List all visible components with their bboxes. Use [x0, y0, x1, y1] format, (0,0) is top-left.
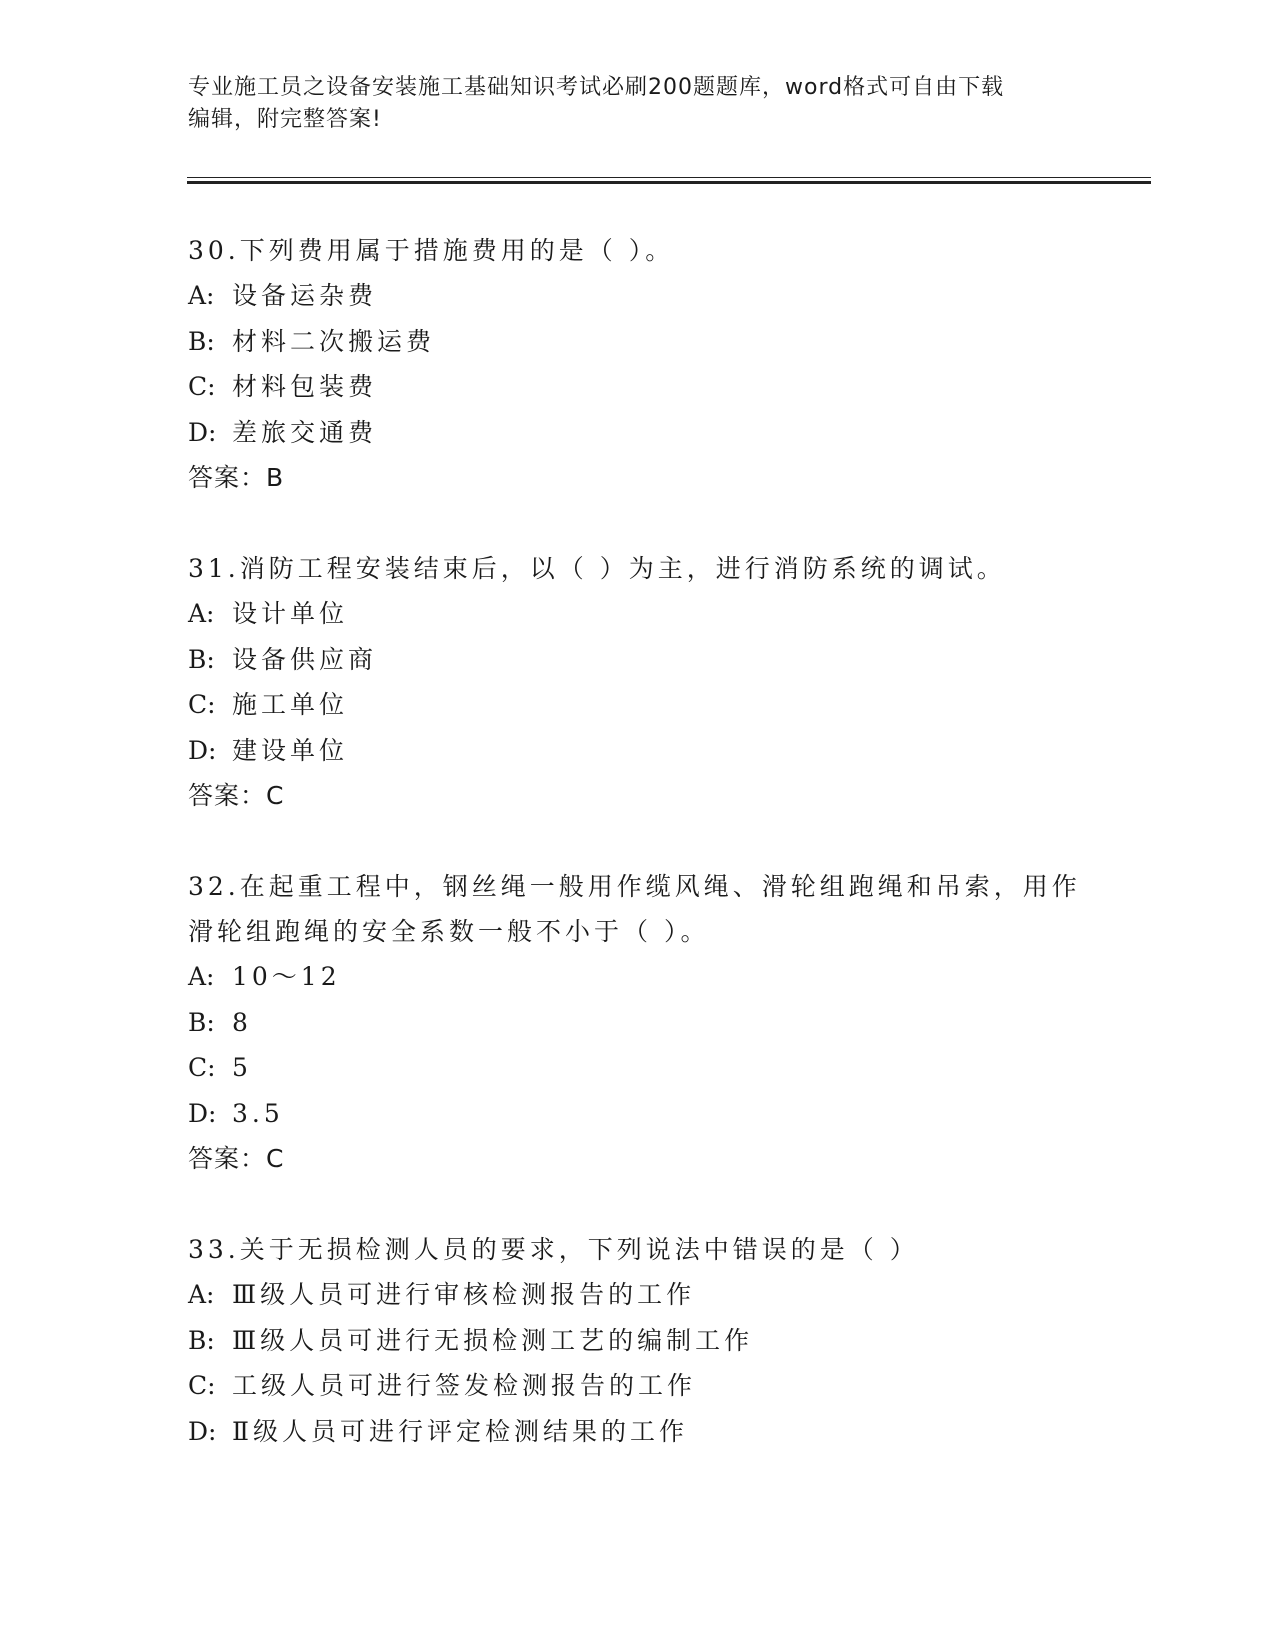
question-32: [188, 864, 1088, 1181]
option-d: [188, 728, 1088, 774]
option-a: [188, 954, 1088, 1000]
option-b: [188, 637, 1088, 683]
option-letter: C:: [188, 1053, 216, 1082]
question-33: [188, 1227, 1088, 1454]
option-b: [188, 1318, 1088, 1364]
option-text: 设备运杂费: [232, 281, 378, 310]
option-text: 差旅交通费: [232, 417, 378, 447]
option-letter: B:: [188, 1325, 215, 1355]
option-text: 3.5: [232, 1098, 284, 1128]
option-text: 材料包装费: [232, 372, 378, 401]
question-stem-continued: 滑轮组跑绳的安全系数一般不小于（ ）。: [188, 917, 710, 946]
option-letter: D:: [188, 735, 217, 765]
answer-line: 答案：B: [188, 463, 285, 492]
option-c: [188, 1045, 1088, 1091]
option-text: Ⅲ级人员可进行无损检测工艺的编制工作: [232, 1325, 754, 1355]
option-text: 工级人员可进行签发检测报告的工作: [232, 1371, 697, 1400]
option-b: [188, 1000, 1088, 1046]
question-31: [188, 546, 1088, 818]
question-stem: 30.下列费用属于措施费用的是（ ）。: [188, 236, 675, 265]
option-text: Ⅲ级人员可进行审核检测报告的工作: [232, 1280, 696, 1309]
answer-line: 答案：C: [188, 1144, 285, 1173]
question-stem: 31.消防工程安装结束后，以（ ）为主，进行消防系统的调试。: [188, 554, 1006, 583]
option-text: 10～12: [232, 962, 341, 991]
option-c: [188, 1363, 1088, 1409]
option-d: [188, 1409, 1088, 1455]
option-letter: C:: [188, 1371, 216, 1400]
option-text: 施工单位: [232, 690, 349, 719]
option-text: 5: [232, 1053, 252, 1082]
option-d: [188, 1091, 1088, 1137]
document-header: [188, 72, 1088, 136]
header-divider-thin: [187, 177, 1151, 178]
option-a: [188, 273, 1088, 319]
option-text: 建设单位: [232, 735, 349, 765]
question-stem: 33.关于无损检测人员的要求，下列说法中错误的是（ ）: [188, 1235, 919, 1264]
header-line-2: 编辑，附完整答案!: [188, 107, 382, 132]
option-letter: A:: [188, 962, 215, 991]
option-a: [188, 591, 1088, 637]
option-letter: C:: [188, 690, 216, 719]
option-letter: C:: [188, 372, 216, 401]
option-text: 8: [232, 1007, 252, 1037]
option-text: 设计单位: [232, 599, 349, 628]
option-text: Ⅱ级人员可进行评定检测结果的工作: [232, 1416, 688, 1446]
option-letter: A:: [188, 1280, 215, 1309]
option-c: [188, 364, 1088, 410]
option-text: 设备供应商: [232, 644, 378, 674]
question-30: [188, 228, 1088, 500]
option-letter: D:: [188, 1416, 217, 1446]
option-b: [188, 319, 1088, 365]
option-text: 材料二次搬运费: [232, 326, 436, 356]
option-a: [188, 1272, 1088, 1318]
answer-line: 答案：C: [188, 781, 285, 810]
question-stem: 32.在起重工程中，钢丝绳一般用作缆风绳、滑轮组跑绳和吊索，用作: [188, 872, 1081, 901]
option-letter: B:: [188, 326, 215, 356]
option-letter: A:: [188, 281, 215, 310]
option-c: [188, 682, 1088, 728]
option-letter: A:: [188, 599, 215, 628]
header-line-1: 专业施工员之设备安装施工基础知识考试必刷200题题库，word格式可自由下载: [188, 75, 1005, 100]
header-divider-thick: [187, 181, 1151, 184]
option-letter: D:: [188, 1098, 217, 1128]
option-letter: D:: [188, 417, 217, 447]
option-letter: B:: [188, 1007, 215, 1037]
option-d: [188, 410, 1088, 456]
option-letter: B:: [188, 644, 215, 674]
